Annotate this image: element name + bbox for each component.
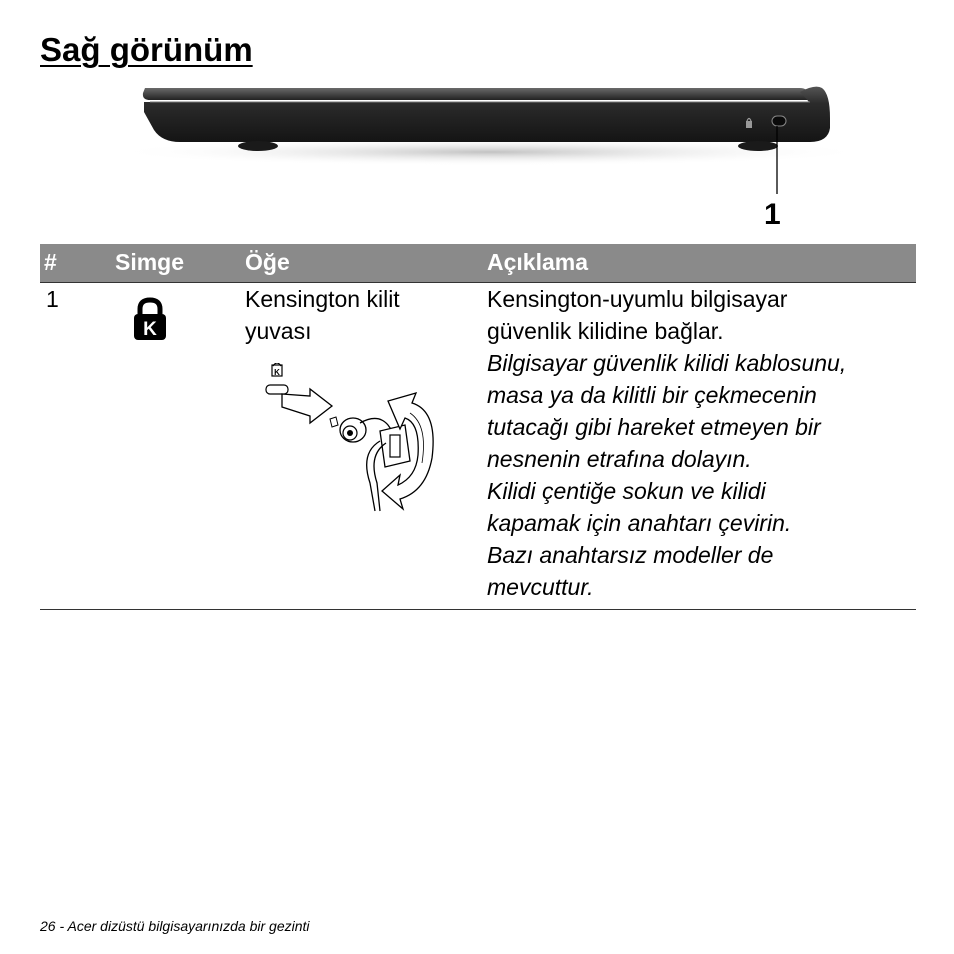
header-description: Açıklama: [487, 249, 589, 275]
header-icon: Simge: [115, 249, 185, 275]
kensington-lock-icon: [133, 297, 167, 341]
page-title: Sağ görünüm: [40, 31, 253, 68]
callout-number: 1: [764, 198, 781, 231]
svg-text:K: K: [143, 319, 157, 340]
description: Kensington-uyumlu bilgisayar güvenlik kilidine bağlar. Bilgisayar güvenlik kilidi kablosunu, masa ya da kilitli bir çekmecenin tutacağı gibi hareket etmeyen bir nesnenin etrafına dolayın. Kilidi çentiğe sokun ve kilidi kapamak için anahtarı çevirin. Bazı anahtarsız modeller de mevcuttur.: [487, 286, 847, 600]
lock-usage-illustration: [260, 363, 460, 513]
svg-text:K: K: [274, 368, 280, 377]
page-footer: 26 - Acer dizüstü bilgisayarınızda bir gezinti: [40, 918, 310, 934]
row-number: 1: [46, 286, 59, 312]
item-name: Kensington kilit yuvası: [245, 286, 400, 344]
header-number: #: [44, 249, 57, 275]
table-header: [40, 244, 916, 283]
table-row: [40, 283, 916, 610]
header-item: Öğe: [245, 249, 290, 275]
laptop-right-side-illustration: [110, 78, 870, 238]
